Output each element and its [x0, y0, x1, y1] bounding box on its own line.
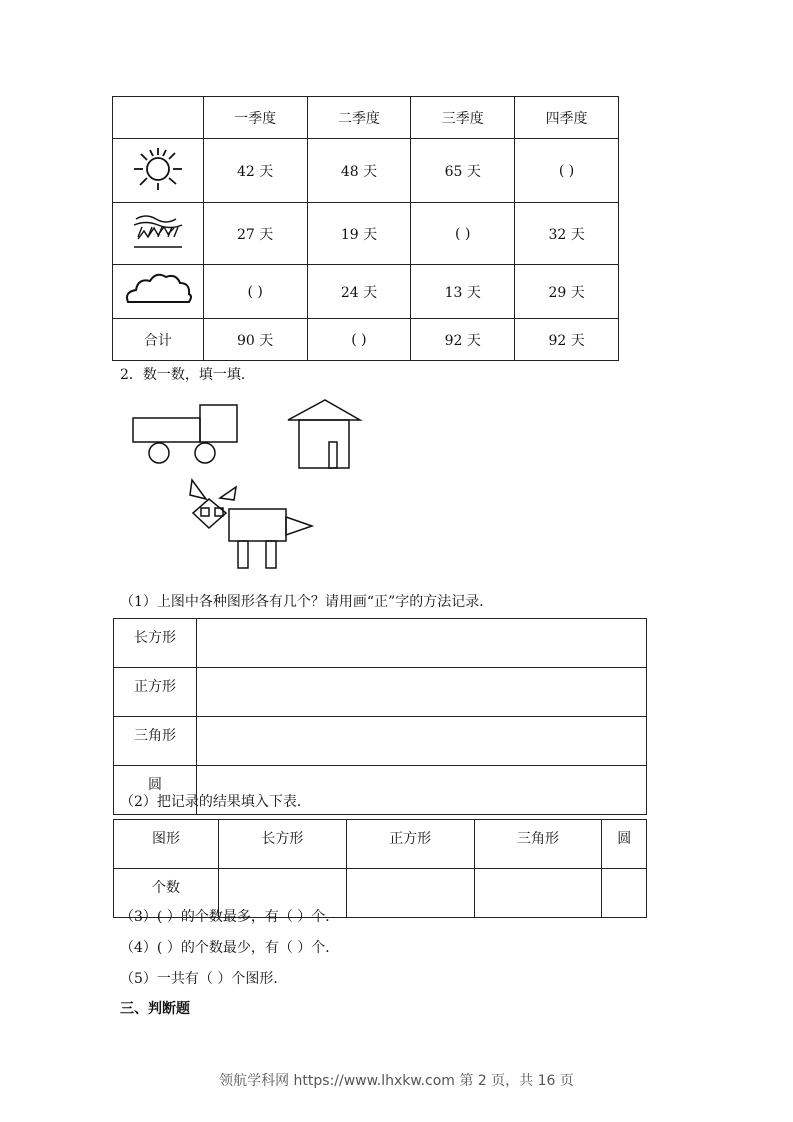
cell-rainy-q4: 32 天	[515, 203, 619, 265]
header-q1: 一季度	[203, 97, 307, 139]
record-row	[114, 619, 647, 668]
question2-sub5: （5）一共有（ ）个图形．	[120, 971, 288, 987]
result-header: 圆	[602, 820, 647, 869]
cell-rainy-q3[interactable]: ( )	[411, 203, 515, 265]
record-answer[interactable]	[197, 668, 647, 717]
record-label: 三角形	[114, 717, 197, 766]
result-header: 长方形	[219, 820, 347, 869]
header-q3: 三季度	[411, 97, 515, 139]
house-figure	[288, 400, 360, 468]
cell-cloudy-q3: 13 天	[411, 265, 515, 319]
page-footer: 领航学科网 https://www.lhxkw.com 第 2 页，共 16 页	[219, 1073, 574, 1089]
cloud-icon	[122, 270, 194, 310]
record-table	[113, 618, 647, 815]
record-answer[interactable]	[197, 619, 647, 668]
section3-title: 三、判断题	[120, 1001, 190, 1017]
cell-total-q1: 90 天	[203, 319, 307, 361]
result-count-cell[interactable]	[474, 869, 602, 918]
total-label: 合计	[113, 319, 204, 361]
total-row	[113, 319, 619, 361]
cloud-icon-cell	[113, 265, 204, 319]
rainy-row	[113, 203, 619, 265]
question2-sub3: （3）( ）的个数最多，有（ ）个．	[120, 909, 340, 925]
rain-icon	[128, 209, 188, 255]
question2-title: 2．数一数，填一填．	[120, 367, 255, 383]
result-header: 图形	[114, 820, 219, 869]
result-header-row	[114, 820, 647, 869]
cell-cloudy-q4: 29 天	[515, 265, 619, 319]
header-q2: 二季度	[307, 97, 411, 139]
cell-sunny-q4[interactable]: ( )	[515, 139, 619, 203]
cell-sunny-q1: 42 天	[203, 139, 307, 203]
record-answer[interactable]	[197, 717, 647, 766]
cloudy-row	[113, 265, 619, 319]
sunny-row	[113, 139, 619, 203]
result-count-cell[interactable]	[602, 869, 647, 918]
record-row	[114, 668, 647, 717]
result-table	[113, 819, 647, 918]
cell-total-q3: 92 天	[411, 319, 515, 361]
result-header: 三角形	[474, 820, 602, 869]
record-row	[114, 717, 647, 766]
result-count-cell[interactable]	[346, 869, 474, 918]
weather-table	[112, 96, 619, 361]
result-row-label: 个数	[114, 869, 219, 918]
corner-cell	[113, 97, 204, 139]
cell-total-q2[interactable]: ( )	[307, 319, 411, 361]
weather-header-row	[113, 97, 619, 139]
record-label: 圆	[114, 766, 197, 815]
question2-sub2: （2）把记录的结果填入下表．	[120, 794, 311, 810]
cell-total-q4: 92 天	[515, 319, 619, 361]
sun-icon	[128, 146, 188, 192]
rain-icon-cell	[113, 203, 204, 265]
sun-icon-cell	[113, 139, 204, 203]
truck-figure	[133, 405, 237, 463]
cell-sunny-q3: 65 天	[411, 139, 515, 203]
cell-rainy-q2: 19 天	[307, 203, 411, 265]
cell-cloudy-q2: 24 天	[307, 265, 411, 319]
cell-cloudy-q1[interactable]: ( )	[203, 265, 307, 319]
question2-sub1: （1）上图中各种图形各有几个？请用画“正”字的方法记录．	[120, 594, 494, 610]
record-label: 正方形	[114, 668, 197, 717]
animal-figure	[190, 480, 312, 568]
cell-rainy-q1: 27 天	[203, 203, 307, 265]
shape-figures	[120, 395, 380, 575]
question2-sub4: （4）( ）的个数最少，有（ ）个．	[120, 940, 340, 956]
cell-sunny-q2: 48 天	[307, 139, 411, 203]
header-q4: 四季度	[515, 97, 619, 139]
record-label: 长方形	[114, 619, 197, 668]
result-header: 正方形	[346, 820, 474, 869]
